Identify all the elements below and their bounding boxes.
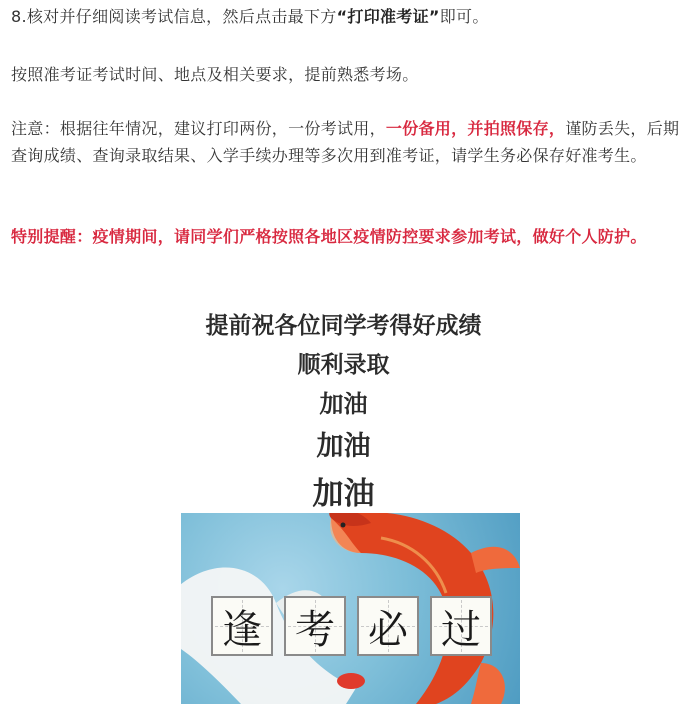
cheer-line-1: 加油 [319, 390, 368, 418]
wish-line-1: 提前祝各位同学考得好成绩 [205, 313, 482, 339]
char-tile-3 [357, 596, 419, 656]
note-paragraph [11, 115, 681, 169]
wish-line-2: 顺利录取 [297, 352, 390, 378]
char-tile-2-text: 考 [295, 606, 335, 653]
char-tile-4-text: 过 [441, 606, 481, 653]
step-8-paragraph [11, 3, 681, 30]
char-tile-3-text: 必 [368, 606, 408, 653]
char-tile-1-text: 逢 [222, 606, 262, 653]
note-highlight: 一份备用，并拍照保存， [385, 119, 566, 138]
step-8-suffix: 即可。 [439, 7, 489, 26]
note-text: 注意：根据往年情况，建议打印两份，一份考试用， [11, 119, 386, 138]
special-reminder: 特别提醒：疫情期间，请同学们严格按照各地区疫情防控要求参加考试，做好个人防护。 [11, 227, 647, 246]
cheer-line-3: 加油 [312, 476, 375, 512]
cheer-line-2: 加油 [316, 431, 371, 462]
char-tile-2 [284, 596, 346, 656]
char-tile-1 [211, 596, 273, 656]
koi-poster-image [181, 513, 520, 704]
char-tile-4 [430, 596, 492, 656]
note-text-continued: 谨防丢失，后期查询成绩、查询录取结果、入学手续办理等多次用到准考证，请学生务必保存好准考生。 [11, 119, 680, 165]
step-8-text: 8.核对并仔细阅读考试信息，然后点击最下方 [11, 7, 337, 26]
print-admission-ticket-label: “打印准考证” [336, 7, 440, 26]
reminder-paragraph: 按照准考证考试时间、地点及相关要求，提前熟悉考场。 [11, 65, 419, 84]
